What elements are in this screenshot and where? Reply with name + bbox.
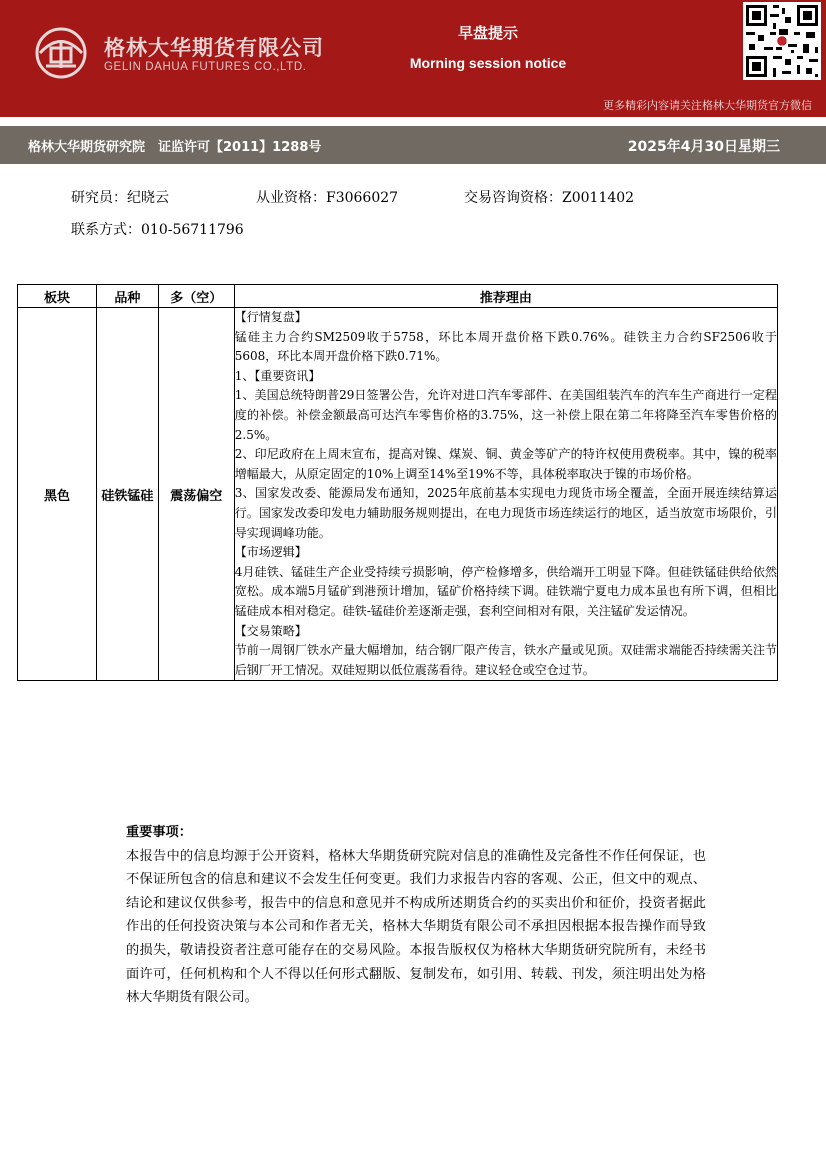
reason-review-text: 锰硅主力合约SM2509收于5758，环比本周开盘价格下跌0.76%。硅铁主力合约SF2506收于5608，环比本周开盘价格下跌0.71%。 [234,329,777,364]
report-date: 2025年4月30日星期三 [627,139,780,155]
reason-news-3: 3、国家发改委、能源局发布通知，2025年底前基本实现电力现货市场全覆盖，全面开展连续结算运行。国家发改委印发电力辅助服务规则提出，在电力现货市场连续运行的地区，适当放宽市场限价，引导实现调峰功能。 [234,486,777,540]
cell-variety: 硅铁锰硅 [96,308,158,681]
company-name-cn: 格林大华期货有限公司 [104,36,324,60]
reason-heading-strategy: 【交易策略】 [234,623,307,638]
reason-heading-news: 1、【重要资讯】 [234,368,321,383]
reason-heading-review: 【行情复盘】 [234,310,307,324]
practice-qualification: 从业资格：F3066027 [256,190,399,206]
reason-news-2: 2、印尼政府在上周末宣布，提高对镍、煤炭、铜、黄金等矿产的特许权使用费税率。其中，镍的税率增幅最大，从原定固定的10%上调至14%至19%不等，具体税率取决于镍的市场价格。 [234,447,777,481]
table-row [18,308,778,681]
researcher-name: 研究员：纪晓云 [71,190,169,206]
consulting-qualification: 交易咨询资格：Z0011402 [464,190,635,206]
header-variety: 品种 [96,285,158,308]
cell-reason [234,308,777,681]
disclaimer-title: 重要事项： [126,825,192,840]
cell-sector: 黑色 [18,308,97,681]
header-direction: 多（空） [158,285,234,308]
report-title-en: Morning session notice [409,55,567,71]
company-name-en: GELIN DAHUA FUTURES CO.,LTD. [104,61,307,73]
report-title-cn: 早盘提示 [457,24,518,42]
wechat-note: 更多精彩内容请关注格林大华期货官方微信 [603,99,812,112]
disclaimer [126,821,706,1010]
reason-strategy-text: 节前一周钢厂铁水产量大幅增加，结合钢厂限产传言，铁水产量或见顶。双硅需求端能否持续需关注节后钢厂开工情况。双硅短期以低位震荡看待。建议轻仓或空仓过节。 [234,643,777,677]
reason-heading-logic: 【市场逻辑】 [234,545,307,560]
reason-logic-text: 4月硅铁、锰硅生产企业受持续亏损影响，停产检修增多，供给端开工明显下降。但硅铁锰硅供给依然宽松。成本端5月锰矿到港预计增加，锰矿价格持续下调。硅铁端宁夏电力成本虽也有所下调，但相比锰硅成本相对稳定。硅铁-锰硅价差逐渐走强，套利空间相对有限，关注锰矿发运情况。 [234,564,777,618]
table-header-row [18,285,778,308]
header-sector: 板块 [18,285,97,308]
header-gap [0,117,826,126]
institute-license: 格林大华期货研究院 证监许可【2011】1288号 [28,140,322,155]
contact-info: 联系方式：010-56711796 [71,222,244,238]
header-reason: 推荐理由 [234,285,777,308]
recommendation-table [17,284,778,681]
company-logo-icon [34,26,88,80]
cell-direction: 震荡偏空 [158,308,234,681]
qr-code-icon [743,2,821,80]
disclaimer-body: 本报告中的信息均源于公开资料，格林大华期货研究院对信息的准确性及完备性不作任何保证，也不保证所包含的信息和建议不会发生任何变更。我们力求报告内容的客观、公正，但文中的观点、结论和建议仅供参考，报告中的信息和意见并不构成所述期货合约的买卖出价和征价，投资者据此作出的任何投资决策与本公司和作者无关，格林大华期货有限公司不承担因根据本报告操作而导致的损失，敬请投资者注意可能存在的交易风险。本报告版权仅为格林大华期货研究院所有，未经书面许可，任何机构和个人不得以任何形式翻版、复制发布，如引用、转载、刊发，须注明出处为格林大华期货有限公司。 [126,848,706,1006]
reason-news-1: 1、美国总统特朗普29日签署公告，允许对进口汽车零部件、在美国组装汽车的汽车生产商进行一定程度的补偿。补偿金额最高可达汽车零售价格的3.75%，这一补偿上限在第二年将降至汽车零售价格的2.5%。 [234,388,777,442]
